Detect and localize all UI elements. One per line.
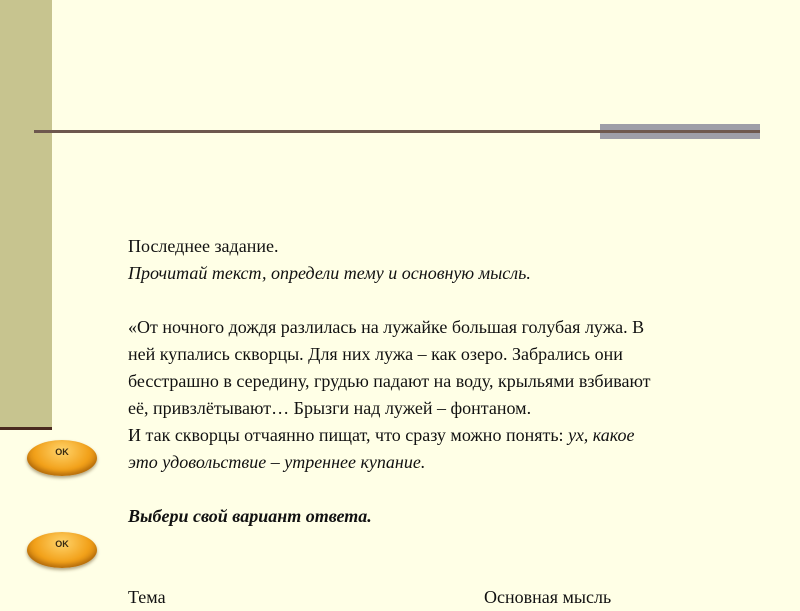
side-bar xyxy=(0,0,52,427)
spacer xyxy=(128,476,778,503)
passage-line-3: бесстрашно в середину, грудью падают на воду, крыльями взбивают xyxy=(128,371,651,391)
passage-closing-emphasis-1: ух, какое xyxy=(568,425,635,445)
slide-content xyxy=(128,233,778,530)
label-theme: Тема xyxy=(128,587,166,607)
task-instruction: Прочитай текст, определи тему и основную мысль. xyxy=(128,263,531,283)
spacer xyxy=(128,287,778,314)
passage-closing-emphasis-2: это удовольствие – утреннее купание. xyxy=(128,452,426,472)
side-bar-divider xyxy=(0,427,52,430)
passage-line-4: её, привзлётывают… Брызги над лужей – фонтаном. xyxy=(128,398,532,418)
passage-line-2: ней купались скворцы. Для них лужа – как озеро. Забрались они xyxy=(128,344,623,364)
ok-button-1[interactable] xyxy=(27,440,97,476)
task-heading: Последнее задание. xyxy=(128,236,279,256)
passage-closing xyxy=(128,422,778,449)
ok-button-2-label: OK xyxy=(55,539,69,549)
passage-line-1: «От ночного дождя разлилась на лужайке большая голубая лужа. В xyxy=(128,317,645,337)
ok-button-1-label: OK xyxy=(55,447,69,457)
answer-prompt: Выбери свой вариант ответа. xyxy=(128,506,372,526)
title-rule-accent xyxy=(600,124,760,139)
passage-closing-text: И так скворцы отчаянно пищат, что сразу можно понять: xyxy=(128,425,569,445)
title-rule xyxy=(34,130,600,133)
label-main-idea: Основная мысль xyxy=(484,587,612,607)
ok-button-2[interactable] xyxy=(27,532,97,568)
